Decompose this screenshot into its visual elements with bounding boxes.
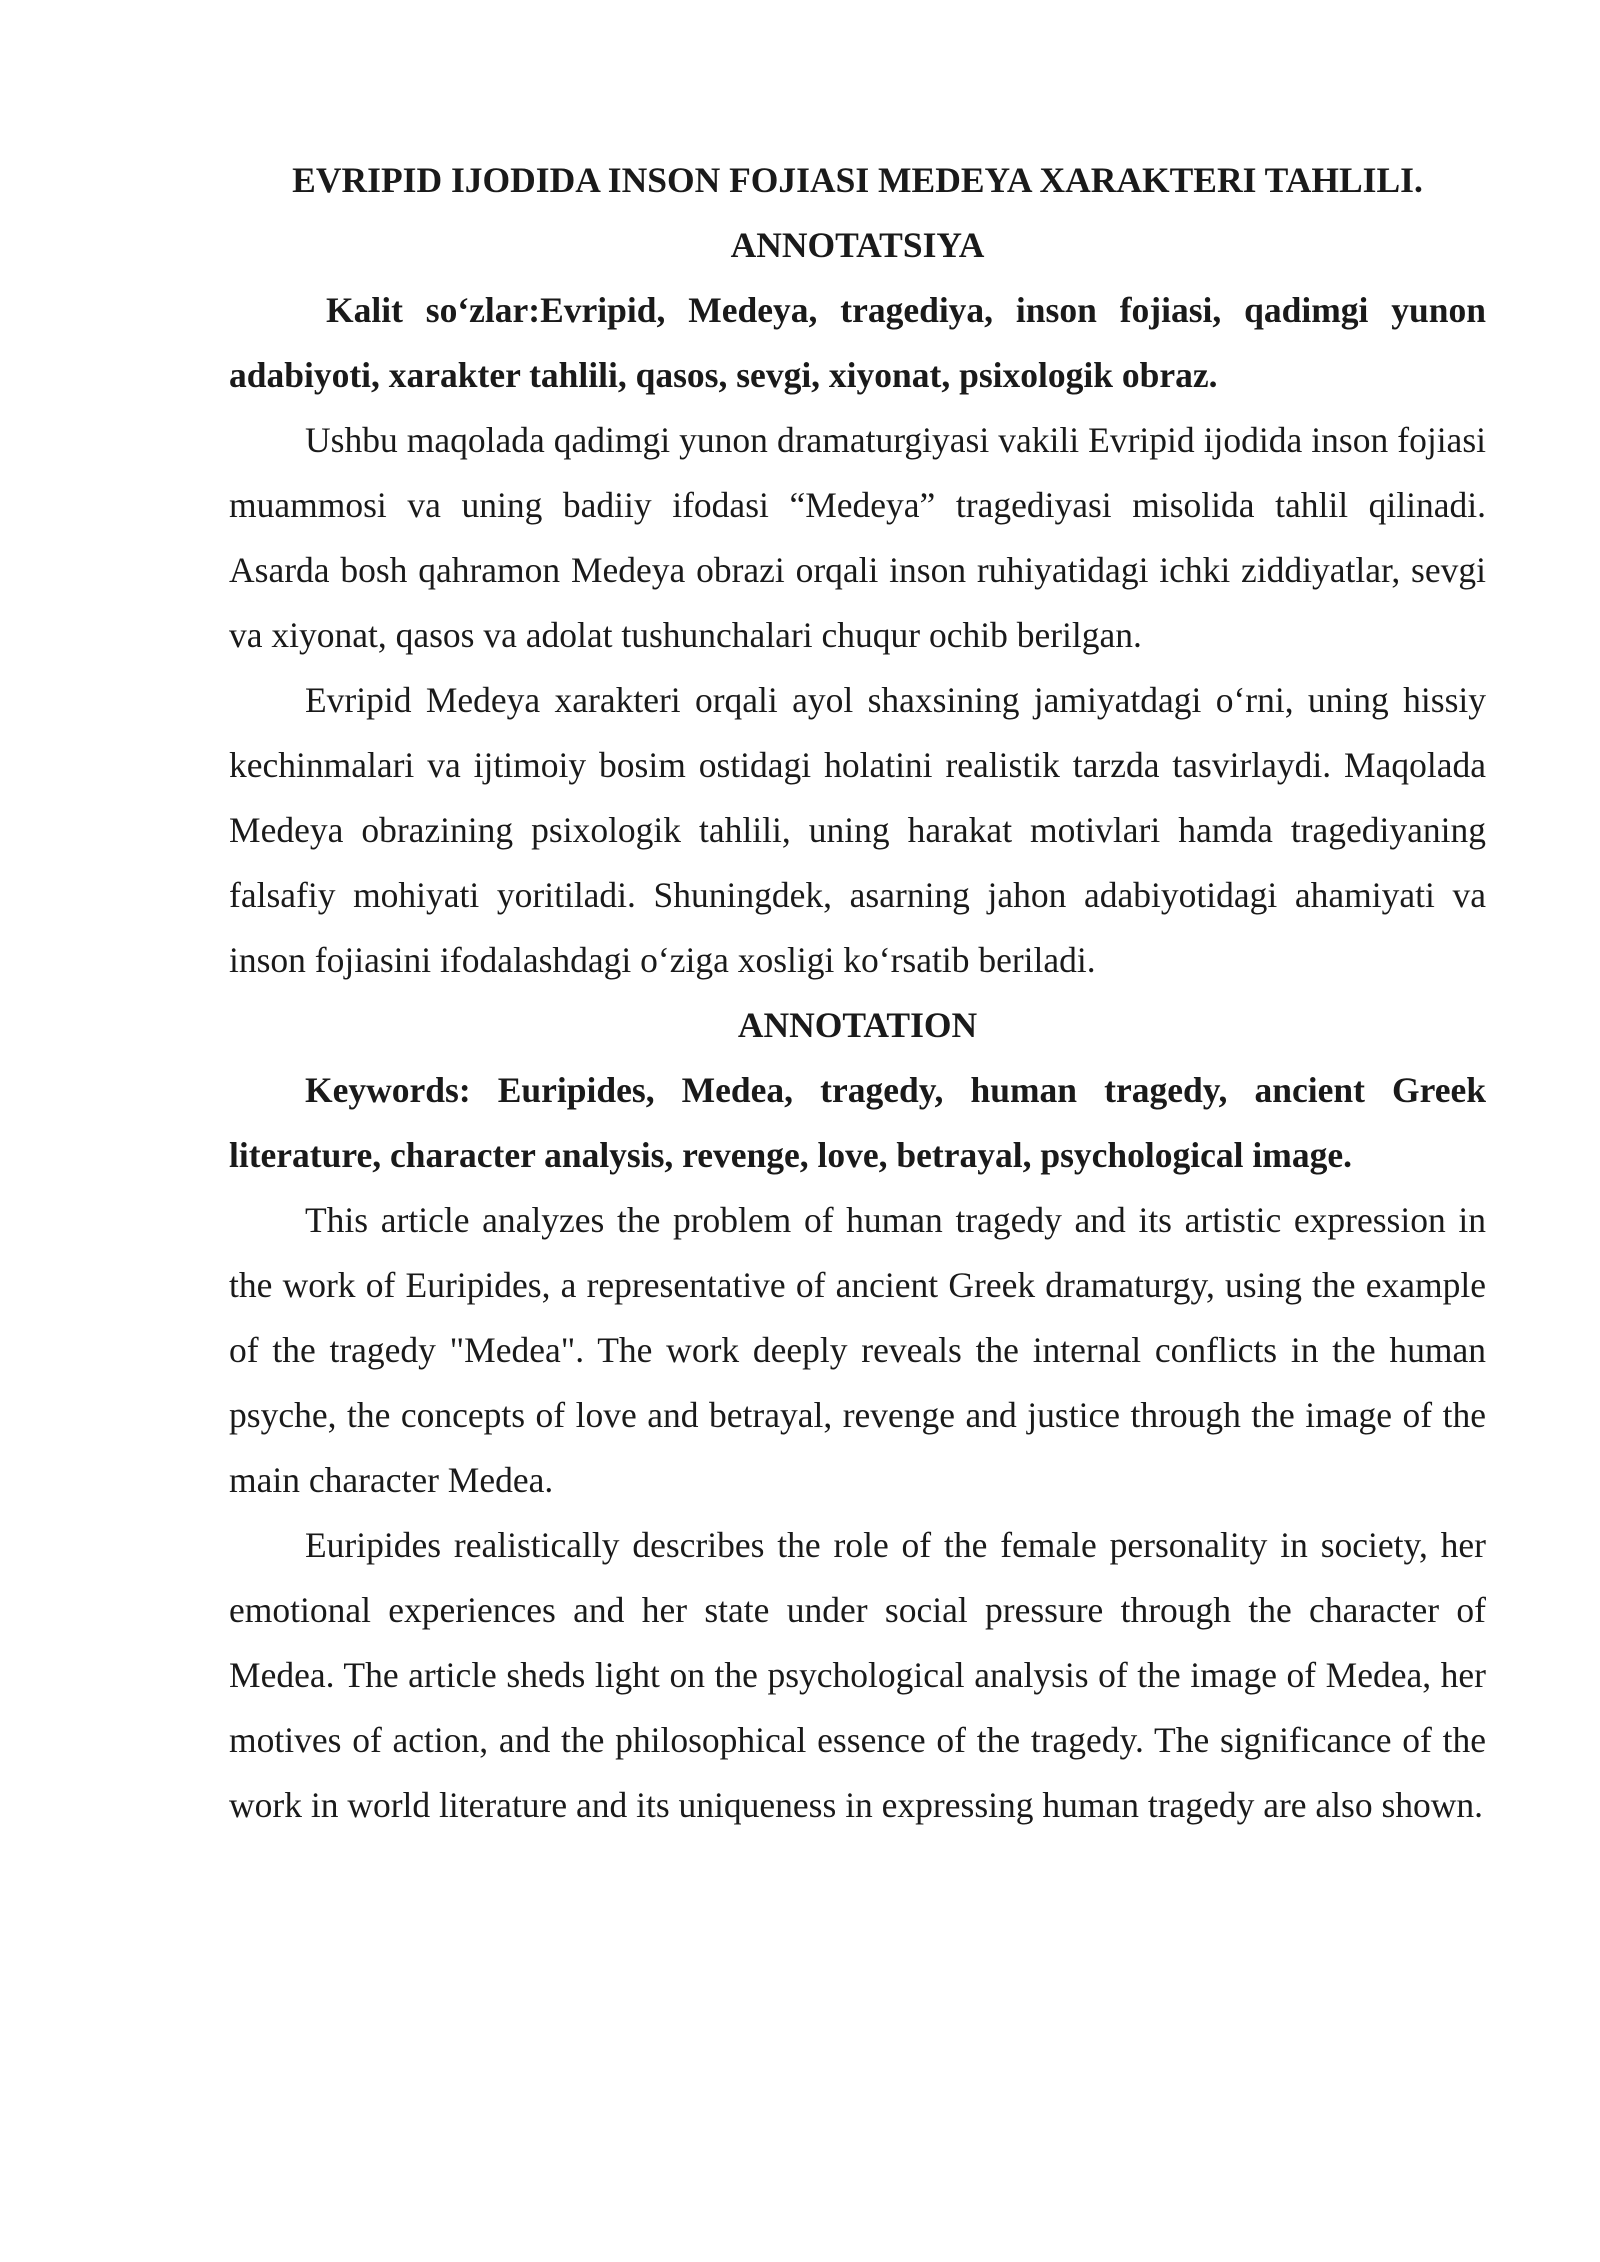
annotatsiya-keywords: Kalit so‘zlar:Evripid, Medeya, tragediya, inson fojiasi, qadimgi yunon adabiyoti, xarakter tahlili, qasos, sevgi, xiyonat, psixologik obraz. <box>229 290 1486 395</box>
annotatsiya-paragraph: Evripid Medeya xarakteri orqali ayol shaxsining jamiyatdagi o‘rni, uning hissiy kechinmalari va ijtimoiy bosim ostidagi holatini realistik tarzda tasvirlaydi. Maqolada Medeya obrazining psixologik tahlili, uning harakat motivlari hamda tragediyaning falsafiy mohiyati yoritiladi. Shuningdek, asarning jahon adabiyotidagi ahamiyati va inson fojiasini ifodalashdagi o‘ziga xosligi ko‘rsatib beriladi. <box>229 680 1486 980</box>
annotation-heading: ANNOTATION <box>737 1005 978 1045</box>
annotation-section <box>229 993 1486 1838</box>
annotatsiya-paragraph: Ushbu maqolada qadimgi yunon dramaturgiyasi vakili Evripid ijodida inson fojiasi muammosi va uning badiiy ifodasi “Medeya” tragediyasi misolida tahlil qilinadi. Asarda bosh qahramon Medeya obrazi orqali inson ruhiyatidagi ichki ziddiyatlar, sevgi va xiyonat, qasos va adolat tushunchalari chuqur ochib berilgan. <box>229 420 1486 655</box>
annotation-keywords: Keywords: Euripides, Medea, tragedy, human tragedy, ancient Greek literature, character analysis, revenge, love, betrayal, psychological image. <box>229 1070 1486 1175</box>
document-page <box>229 148 1486 1838</box>
annotation-paragraph: This article analyzes the problem of human tragedy and its artistic expression in the work of Euripides, a representative of ancient Greek dramaturgy, using the example of the tragedy "Medea". The work deeply reveals the internal conflicts in the human psyche, the concepts of love and betrayal, revenge and justice through the image of the main character Medea. <box>229 1200 1486 1500</box>
document-title: EVRIPID IJODIDA INSON FOJIASI MEDEYA XARAKTERI TAHLILI. <box>292 160 1423 200</box>
annotation-paragraph: Euripides realistically describes the role of the female personality in society, her emotional experiences and her state under social pressure through the character of Medea. The article sheds light on the psychological analysis of the image of Medea, her motives of action, and the philosophical essence of the tragedy. The significance of the work in world literature and its uniqueness in expressing human tragedy are also shown. <box>229 1525 1486 1825</box>
annotatsiya-heading: ANNOTATSIYA <box>730 225 985 265</box>
annotatsiya-section <box>229 213 1486 993</box>
